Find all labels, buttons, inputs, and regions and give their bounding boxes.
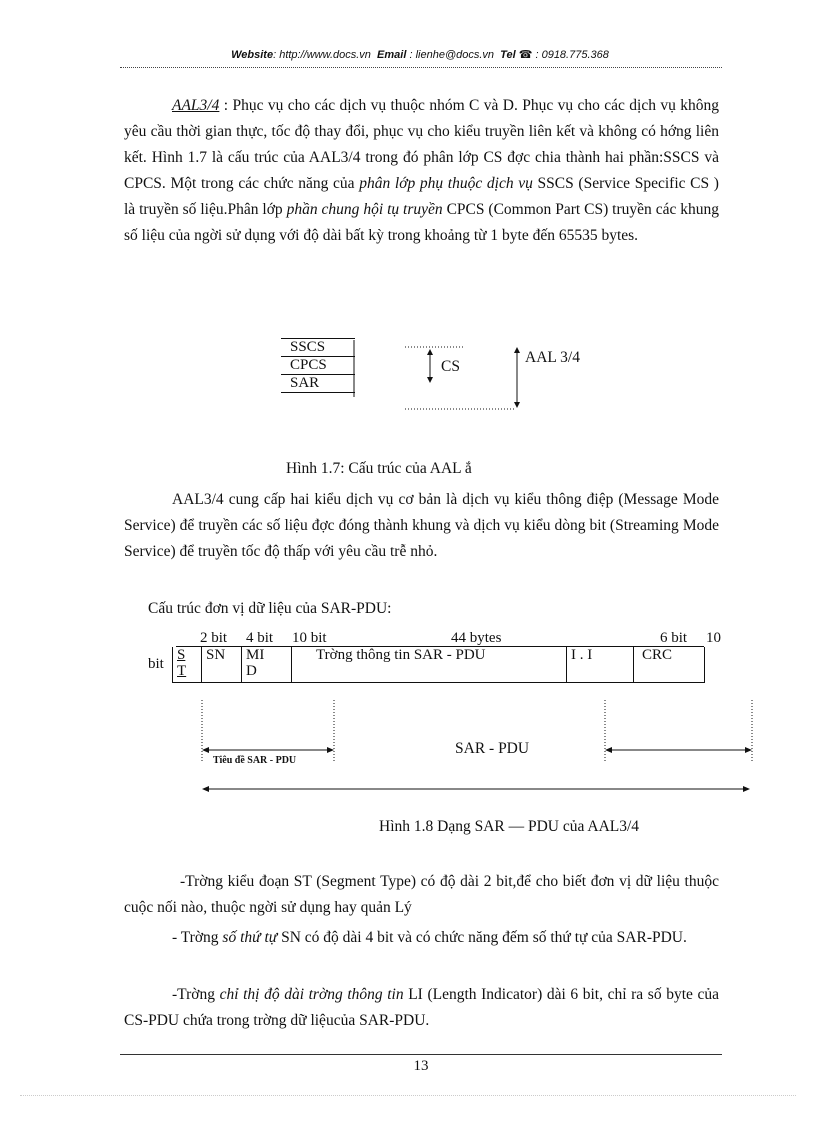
sar-pdu-structure-heading: Cấu trúc đơn vị dữ liệu của SAR-PDU:	[148, 600, 392, 617]
italic-term-cpcs: phần chung hội tụ truyền	[286, 201, 443, 218]
tel-value: : 0918.775.368	[535, 49, 609, 61]
bit-label-mid: 10 bit	[292, 630, 327, 646]
phone-icon: ☎	[518, 49, 533, 61]
bit-label-sn: 4 bit	[246, 630, 274, 646]
header-arrow-left	[202, 747, 209, 753]
paragraph-length-indicator	[124, 982, 719, 1034]
field-bottom-rule	[172, 682, 705, 683]
figure-1-8-caption: Hình 1.8 Dạng SAR — PDU của AAL3/4	[379, 818, 640, 835]
bit-label-crc: 10	[706, 630, 721, 646]
italic-term-sscs: phân lớp phụ thuộc dịch vụ	[359, 175, 533, 192]
pdu-arrow-right	[743, 786, 750, 792]
italic-term-li: chỉ thị độ dài trờng thông tin	[219, 986, 404, 1003]
tel-label: Tel	[500, 49, 516, 61]
paragraph-text: : Phục vụ cho các dịch vụ thuộc nhóm C và D. Phục vụ cho các dịch vụ không yêu cầu thời gian thực, tốc độ thay đổi, phục vụ cho kiểu truyền liên kết và không có hớng liên kết. Hình 1.7 là cấu trúc của AAL3/4 trong đó phân lớp CS đợc chia thành hai phần:SSCS và CPCS. Một trong các chức năng của	[124, 97, 719, 192]
paragraph-text: SN có độ dài 4 bit và có chức năng đếm số thứ tự của SAR-PDU.	[277, 929, 687, 946]
sar-header-label: Tiêu đề SAR - PDU	[213, 755, 297, 766]
figure-1-7-caption: Hình 1.7: Cấu trúc của AAL ắ	[286, 460, 472, 477]
footer-divider	[120, 1054, 722, 1055]
bit-left-label: bit	[148, 656, 164, 672]
email-label: Email	[377, 49, 407, 61]
cs-label: CS	[441, 358, 460, 375]
cs-arrow-up	[427, 349, 433, 355]
field-li	[566, 647, 633, 682]
website-value: : http://www.docs.vn	[273, 49, 371, 61]
paragraph-segment-type: -Trờng kiểu đoạn ST (Segment Type) có độ dài 2 bit,để cho biết đơn vị dữ liệu thuộc cuộc nối nào, thuộc ngời sử dụng hay quản Lý	[124, 873, 719, 916]
header-divider	[120, 67, 722, 68]
paragraph-text: CPCS (Common Part CS) truyền các khung số liệu của ngời sử dụng với độ dài bất kỳ trong khoảng từ 1 byte đến 65535 bytes.	[124, 201, 720, 244]
trailer-arrow-left	[605, 747, 612, 753]
aal34-bracket-diagram	[350, 340, 550, 415]
paragraph-sequence-number	[124, 925, 719, 951]
aal-arrow-down	[514, 402, 520, 408]
page-bottom-border	[20, 1095, 796, 1096]
aal-arrow-up	[514, 347, 520, 353]
cs-arrow-down	[427, 377, 433, 383]
field-sn	[201, 647, 241, 682]
header-arrow-right	[327, 747, 334, 753]
field-mid-label: MI D	[246, 647, 265, 679]
paragraph-text: - Trờng	[172, 929, 223, 946]
bit-label-st: 2 bit	[200, 630, 228, 646]
website-label: Website	[231, 49, 274, 61]
paragraph-service-modes: AAL3/4 cung cấp hai kiểu dịch vụ cơ bản là dịch vụ kiểu thông điệp (Message Mode Service) để truyền các số liệu đợc đóng thành khung và dịch vụ kiểu dòng bit (Streaming Mode Service) để truyền tốc độ thấp với yêu cầu trễ nhỏ.	[124, 491, 719, 560]
page-number: 13	[413, 1058, 429, 1074]
layer-cpcs: CPCS	[281, 356, 355, 374]
italic-term-sn: số thứ tự	[222, 929, 278, 946]
page-header	[120, 48, 720, 61]
paragraph-text: SSCS (Service Specific CS ) là truyền số liệu.Phân lớp	[124, 175, 719, 218]
field-mid	[241, 647, 291, 682]
paragraph-text: -Trờng	[172, 986, 220, 1003]
bit-label-payload: 44 bytes	[451, 630, 502, 646]
aal34-term: AAL3/4	[172, 97, 220, 114]
field-payload-label: Trờng thông tin SAR - PDU	[316, 647, 486, 663]
field-sn-label: SN	[206, 647, 226, 663]
aal34-layer-stack	[281, 338, 355, 393]
paragraph-aal34-intro	[124, 93, 719, 249]
paragraph-text: LI (Length Indicator) dài 6 bit, chỉ ra số byte của CS-PDU chứa trong trờng dữ liệucủa SAR-PDU.	[124, 986, 719, 1029]
sar-pdu-label: SAR - PDU	[455, 740, 530, 757]
aal34-label: AAL 3/4	[525, 349, 580, 366]
field-payload	[291, 647, 566, 682]
field-st-label: S T	[177, 647, 187, 679]
email-value: : lienhe@docs.vn	[409, 49, 495, 61]
bit-label-li: 6 bit	[660, 630, 688, 646]
field-st	[172, 647, 201, 682]
field-crc	[633, 647, 705, 682]
layer-sscs: SSCS	[281, 338, 355, 356]
trailer-arrow-right	[745, 747, 752, 753]
field-li-label: I . I	[571, 647, 593, 663]
layer-sar: SAR	[281, 374, 355, 393]
pdu-arrow-left	[202, 786, 209, 792]
field-crc-label: CRC	[642, 647, 673, 663]
